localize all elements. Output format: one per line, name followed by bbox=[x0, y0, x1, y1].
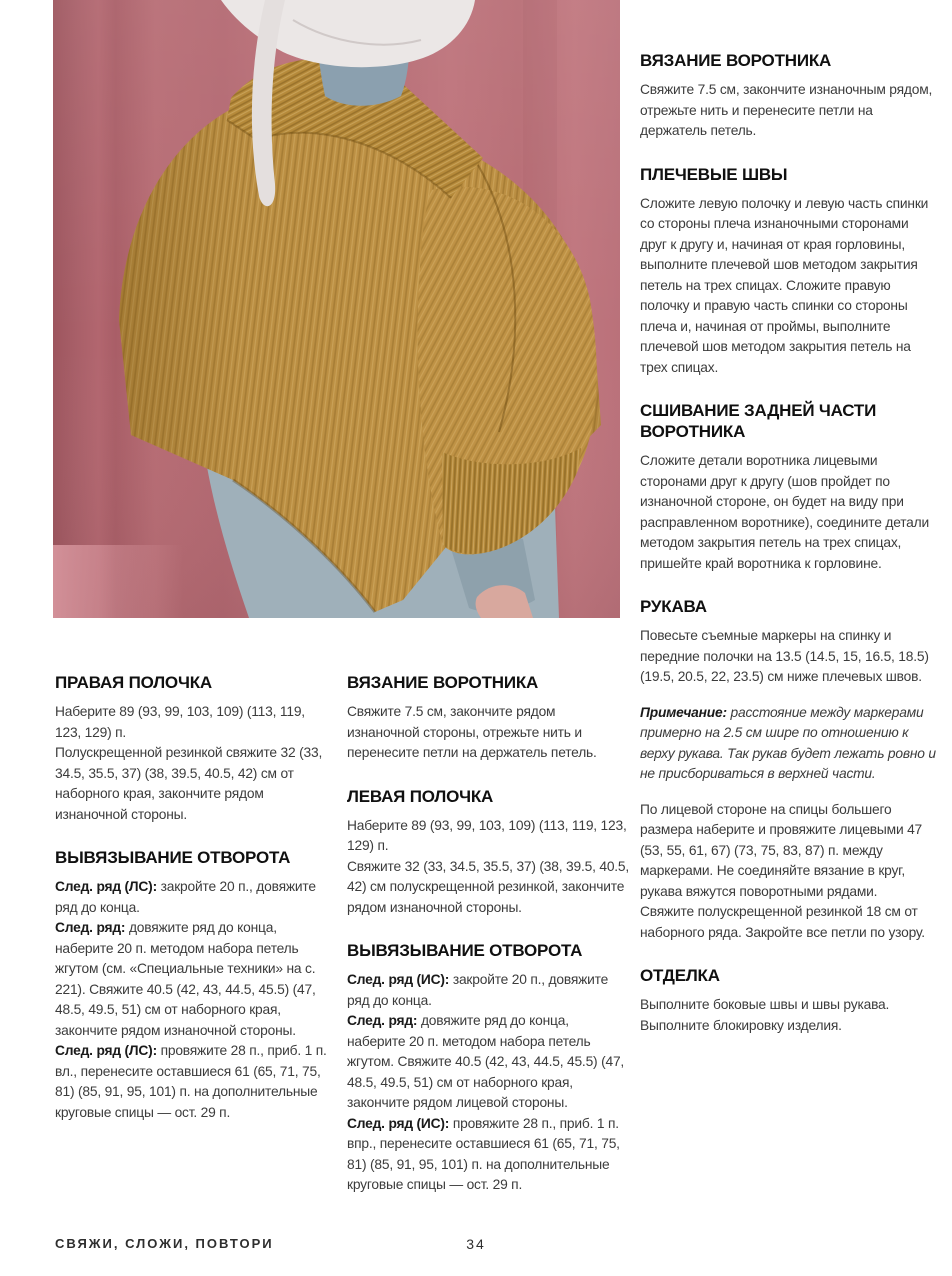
text-run: След. ряд: bbox=[55, 920, 129, 935]
pattern-section bbox=[55, 847, 334, 1123]
pattern-section bbox=[640, 400, 936, 574]
pattern-section bbox=[640, 164, 936, 379]
text-run: довяжите ряд до конца, наберите 20 п. методом набора петель жгутом. Свяжите 40.5 (42, 43, 44.5, 45.5) (47, 48.5, 49.5, 51) см от наборного края, закончите рядом лицевой стороны. bbox=[347, 1013, 625, 1110]
section-heading: ВЯЗАНИЕ ВОРОТНИКА bbox=[347, 673, 539, 692]
pattern-paragraph bbox=[347, 816, 630, 857]
text-run: Примечание: bbox=[640, 704, 731, 720]
section-heading: РУКАВА bbox=[640, 597, 707, 616]
pattern-paragraph bbox=[640, 1016, 936, 1037]
text-run: Полускрещенной резинкой свяжите 32 (33, 34.5, 35.5, 37) (38, 39.5, 40.5, 42) см от наборного края, закончите рядом изнаночной стороны. bbox=[55, 745, 323, 822]
pattern-paragraph bbox=[55, 702, 334, 743]
text-run: расстояние между маркерами примерно на 2.5 см шире по отношению к верху рукава. Так рукав будет лежать ровно и не присбориваться в верхней части. bbox=[640, 704, 936, 781]
cardigan-photo bbox=[53, 0, 620, 618]
section-heading: ПЛЕЧЕВЫЕ ШВЫ bbox=[640, 164, 788, 184]
pattern-section bbox=[55, 672, 334, 825]
text-run: довяжите ряд до конца, наберите 20 п. методом набора петель жгутом (см. «Специальные техники» на с. 221). Свяжите 40.5 (42, 43, 44.5, 45.5) (47, 48.5, 49.5, 51) см от наборного края, закончите рядом изнаночной стороны. bbox=[55, 920, 316, 1038]
pattern-paragraph bbox=[347, 857, 630, 919]
text-run: Свяжите полускрещенной резинкой 18 см от наборного ряда. Закройте все петли по узору. bbox=[640, 904, 925, 940]
pattern-paragraph bbox=[347, 970, 630, 1011]
text-run: След. ряд (ЛС): bbox=[55, 879, 161, 894]
text-run: Наберите 89 (93, 99, 103, 109) (113, 119, 123, 129) п. bbox=[55, 704, 305, 740]
text-run: Сложите детали воротника лицевыми сторонами друг к другу (шов пройдет по изнаночной стороне, он будет на виду при расправленном воротнике), соедините детали методом закрытия петель на трех спицах, пришейте край воротника к горловине. bbox=[640, 453, 930, 571]
footer-book-title: СВЯЖИ, СЛОЖИ, ПОВТОРИ bbox=[55, 1236, 274, 1251]
section-heading: ВЯЗАНИЕ ВОРОТНИКА bbox=[640, 51, 832, 70]
text-run: Наберите 89 (93, 99, 103, 109) (113, 119, 123, 129) п. bbox=[347, 817, 627, 853]
section-heading: ЛЕВАЯ ПОЛОЧКА bbox=[347, 786, 494, 806]
text-run: Выполните блокировку изделия. bbox=[640, 1017, 842, 1033]
pattern-paragraph bbox=[55, 743, 334, 825]
pattern-section bbox=[640, 50, 936, 142]
text-run: провяжите 28 п., приб. 1 п. впр., перенесите оставшиеся 61 (65, 71, 75, 81) (85, 91, 95, 101) п. на дополнительные круговые спицы — ост. 29 п. bbox=[347, 1115, 620, 1192]
pattern-section bbox=[347, 940, 630, 1196]
text-run: Свяжите 32 (33, 34.5, 35.5, 37) (38, 39.5, 40.5, 42) см полускрещенной резинкой, закончите рядом изнаночной стороны. bbox=[347, 858, 630, 915]
section-heading: ВЫВЯЗЫВАНИЕ ОТВОРОТА bbox=[347, 941, 583, 960]
section-heading: ОТДЕЛКА bbox=[640, 966, 720, 985]
pattern-paragraph bbox=[347, 702, 630, 764]
text-run: След. ряд (ИС): bbox=[347, 1115, 453, 1131]
page-number: 34 bbox=[466, 1236, 486, 1252]
text-run: Повесьте съемные маркеры на спинку и передние полочки на 13.5 (14.5, 15, 16.5, 18.5) (19.5, 20.5, 22, 23.5) см ниже плечевых швов. bbox=[640, 628, 929, 684]
cardigan-photo-illustration bbox=[53, 0, 620, 618]
text-run: закройте 20 п., довяжите ряд до конца. bbox=[347, 972, 609, 1008]
instructions-column-right bbox=[640, 50, 936, 1058]
pattern-paragraph bbox=[640, 703, 936, 785]
pattern-paragraph bbox=[640, 626, 936, 688]
pattern-paragraph bbox=[640, 800, 936, 903]
pattern-paragraph bbox=[347, 1114, 630, 1196]
pattern-paragraph bbox=[640, 194, 936, 379]
text-run: Выполните боковые швы и швы рукава. bbox=[640, 997, 890, 1012]
text-run: Свяжите 7.5 см, закончите изнаночным рядом, отрежьте нить и перенесите петли на держатель петель. bbox=[640, 82, 933, 138]
instructions-column-bottom-middle bbox=[347, 672, 630, 1218]
pattern-section bbox=[640, 965, 936, 1036]
pattern-paragraph bbox=[55, 1041, 334, 1123]
pattern-paragraph bbox=[55, 918, 334, 1041]
pattern-paragraph bbox=[347, 1011, 630, 1114]
pattern-paragraph bbox=[640, 80, 936, 142]
instructions-column-bottom-left bbox=[55, 672, 334, 1145]
pattern-paragraph bbox=[640, 451, 936, 574]
pattern-section bbox=[347, 786, 630, 919]
pattern-paragraph bbox=[55, 877, 334, 918]
text-run: След. ряд (ЛС): bbox=[55, 1043, 161, 1058]
text-run: Сложите левую полочку и левую часть спинки со стороны плеча изнаночными сторонами друг к другу и, начиная от края горловины, выполните плечевой шов методом закрытия петель на трех спицах. Сложите правую полочку и правую часть спинки со стороны плеча и, начиная от проймы, выполните плечевой шов методом закрытия петель на трех спицах. bbox=[640, 195, 929, 375]
pattern-section bbox=[347, 672, 630, 764]
photo-backdrop-fold-light bbox=[53, 545, 183, 618]
section-heading: СШИВАНИЕ ЗАДНЕЙ ЧАСТИ ВОРОТНИКА bbox=[640, 401, 877, 441]
pattern-section bbox=[640, 596, 936, 943]
section-heading: ПРАВАЯ ПОЛОЧКА bbox=[55, 673, 212, 692]
text-run: закройте 20 п., довяжите ряд до конца. bbox=[55, 879, 316, 915]
text-run: След. ряд (ИС): bbox=[347, 972, 453, 987]
pattern-paragraph bbox=[640, 995, 936, 1016]
pattern-paragraph bbox=[640, 902, 936, 943]
text-run: Свяжите 7.5 см, закончите рядом изнаночной стороны, отрежьте нить и перенесите петли на держатель петель. bbox=[347, 704, 597, 760]
text-run: По лицевой стороне на спицы большего размера наберите и провяжите лицевыми 47 (53, 55, 61, 67) (73, 75, 83, 87) п. между маркерами. Не соединяйте вязание в круг, рукава вяжутся поворотными рядами. bbox=[640, 801, 923, 899]
text-run: провяжите 28 п., приб. 1 п. вл., перенесите оставшиеся 61 (65, 71, 75, 81) (85, 91, 95, 101) п. на дополнительные круговые спицы — ост. 29 п. bbox=[55, 1043, 327, 1120]
text-run: След. ряд: bbox=[347, 1013, 421, 1028]
section-heading: ВЫВЯЗЫВАНИЕ ОТВОРОТА bbox=[55, 848, 291, 867]
